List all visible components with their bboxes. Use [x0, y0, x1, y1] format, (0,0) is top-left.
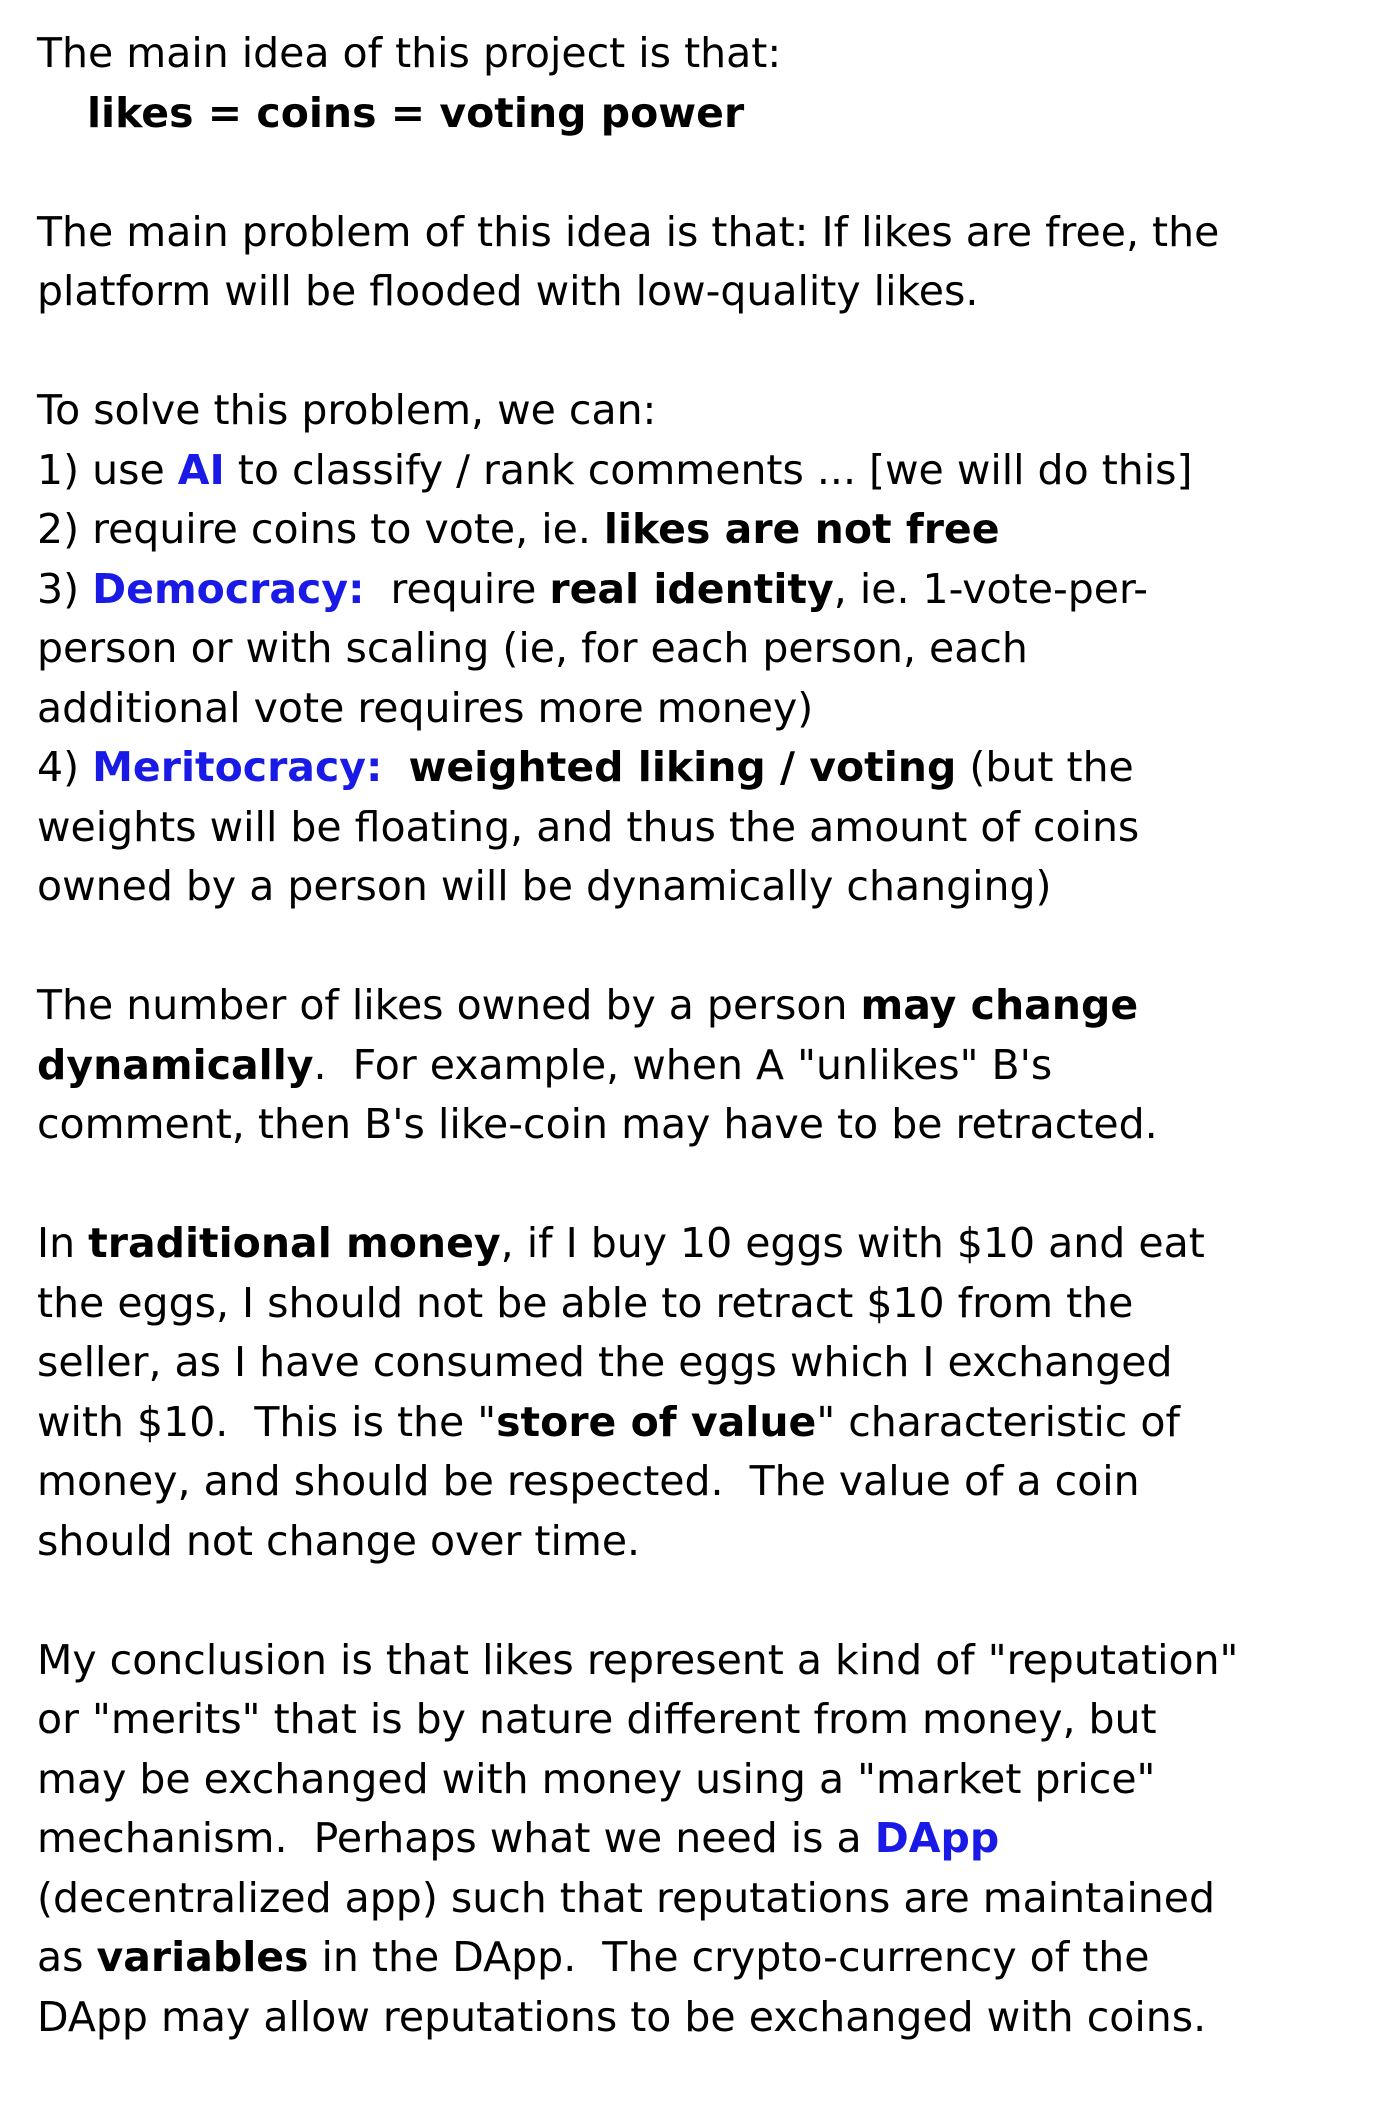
- ai-keyword: AI: [177, 445, 225, 494]
- solutions-intro: To solve this problem, we can:: [37, 386, 657, 434]
- solution-item-4-line-2: weights will be floating, and thus the amount of coins: [37, 802, 1140, 851]
- conclusion-line-6: as variables in the DApp. The crypto-currency of the: [37, 1933, 1150, 1981]
- main-idea-formula: likes = coins = voting power: [87, 88, 745, 137]
- real-identity-emphasis: real identity: [549, 564, 834, 613]
- paragraph-main-idea: [37, 24, 1377, 143]
- money-line-2: the eggs, I should not be able to retract $10 from the: [37, 1278, 1134, 1327]
- solution-item-2: 2) require coins to vote, ie. likes are not free: [37, 505, 1000, 553]
- problem-line-1: The main problem of this idea is that: If likes are free, the: [37, 207, 1220, 256]
- paragraph-main-problem: [37, 203, 1377, 322]
- document-body: [37, 24, 1377, 2107]
- solution-item-3-line-3: additional vote requires more money): [37, 683, 814, 732]
- meritocracy-keyword: Meritocracy:: [92, 743, 383, 791]
- store-of-value-emphasis: store of value: [496, 1397, 817, 1446]
- dapp-keyword: DApp: [874, 1814, 1000, 1862]
- paragraph-traditional-money: [37, 1214, 1377, 1571]
- conclusion-line-4: mechanism. Perhaps what we need is a DApp: [37, 1814, 1000, 1862]
- traditional-money-emphasis: traditional money: [88, 1219, 501, 1267]
- conclusion-line-5: (decentralized app) such that reputations are maintained: [37, 1873, 1215, 1922]
- problem-line-2: platform will be flooded with low-quality likes.: [37, 267, 979, 315]
- paragraph-dynamic-likes: [37, 976, 1377, 1155]
- money-line-1: In traditional money, if I buy 10 eggs with $10 and eat: [37, 1219, 1205, 1267]
- dynamically-emphasis: dynamically: [37, 1040, 314, 1089]
- democracy-keyword: Democracy:: [92, 564, 365, 613]
- solution-item-4-line-3: owned by a person will be dynamically changing): [37, 862, 1052, 910]
- variables-emphasis: variables: [96, 1933, 309, 1981]
- paragraph-solutions: [37, 381, 1377, 917]
- conclusion-line-1: My conclusion is that likes represent a kind of "reputation": [37, 1635, 1239, 1684]
- conclusion-line-3: may be exchanged with money using a "market price": [37, 1754, 1156, 1803]
- dynamic-line-3: comment, then B's like-coin may have to be retracted.: [37, 1100, 1158, 1148]
- dynamic-line-2: dynamically. For example, when A "unlikes" B's: [37, 1040, 1053, 1089]
- money-line-5: money, and should be respected. The value of a coin: [37, 1457, 1140, 1505]
- solution-item-1: 1) use AI to classify / rank comments ... [we will do this]: [37, 445, 1193, 494]
- main-idea-intro: The main idea of this project is that:: [37, 29, 782, 77]
- weighted-voting-emphasis: weighted liking / voting: [408, 743, 957, 791]
- solution-item-3-line-2: person or with scaling (ie, for each person, each: [37, 624, 1028, 672]
- paragraph-conclusion: [37, 1631, 1377, 2048]
- dynamic-line-1: The number of likes owned by a person may change: [37, 981, 1139, 1029]
- solution-item-3: 3) Democracy: require real identity, ie. 1-vote-per-: [37, 564, 1149, 613]
- may-change-emphasis: may change: [860, 981, 1139, 1029]
- conclusion-line-2: or "merits" that is by nature different from money, but: [37, 1695, 1157, 1743]
- money-line-6: should not change over time.: [37, 1516, 641, 1565]
- money-line-3: seller, as I have consumed the eggs which I exchanged: [37, 1338, 1173, 1386]
- conclusion-line-7: DApp may allow reputations to be exchanged with coins.: [37, 1992, 1207, 2041]
- money-line-4: with $10. This is the "store of value" characteristic of: [37, 1397, 1180, 1446]
- solution-item-4: 4) Meritocracy: weighted liking / voting (but the: [37, 743, 1134, 791]
- likes-not-free-emphasis: likes are not free: [603, 505, 1000, 553]
